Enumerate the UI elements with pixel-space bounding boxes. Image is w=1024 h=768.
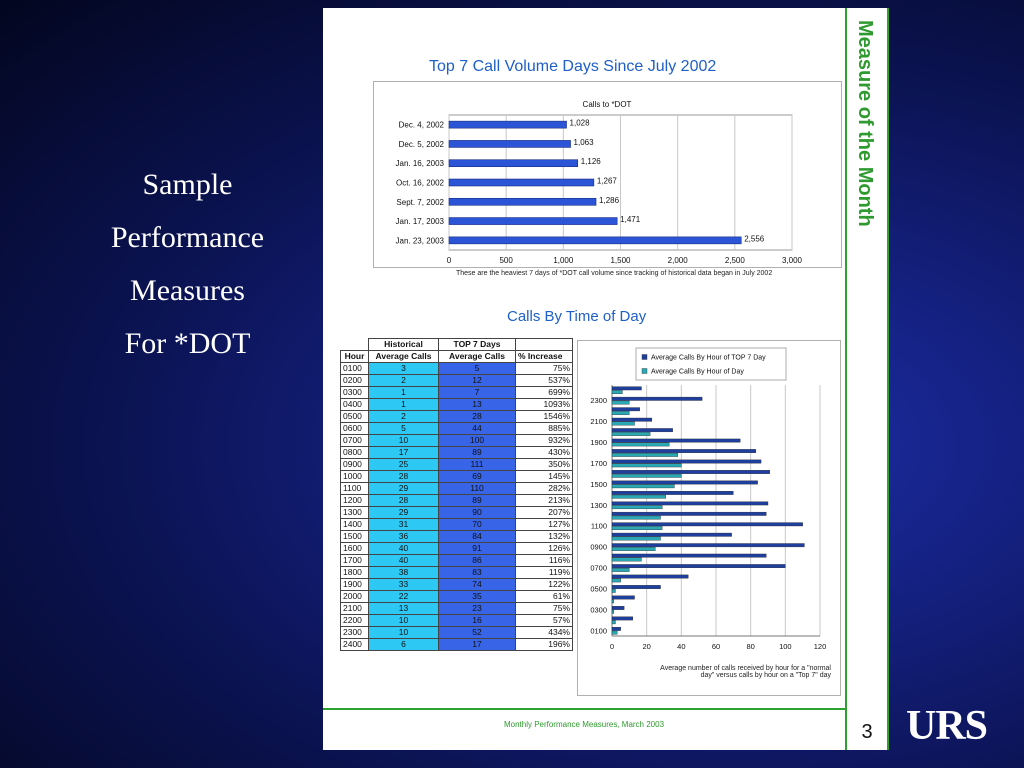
calls-by-hour-table xyxy=(340,338,573,651)
increase-cell: 885% xyxy=(516,423,573,435)
bar xyxy=(612,526,662,529)
y-tick-label: 0500 xyxy=(590,584,607,594)
table-row xyxy=(341,519,573,531)
historical-avg-cell: 22 xyxy=(369,591,439,603)
top7-avg-cell: 89 xyxy=(439,447,516,459)
top7-avg-cell: 16 xyxy=(439,615,516,627)
increase-cell: 75% xyxy=(516,363,573,375)
report-page xyxy=(323,8,889,750)
bar xyxy=(612,610,614,613)
top7-avg-cell: 90 xyxy=(439,507,516,519)
slide-title-line-2: Performance xyxy=(110,221,265,254)
increase-cell: 434% xyxy=(516,627,573,639)
x-tick-label: 60 xyxy=(711,642,721,651)
bar xyxy=(612,464,681,467)
y-tick-label: 1700 xyxy=(590,458,607,468)
chart-legend xyxy=(636,348,786,380)
bar xyxy=(449,121,567,128)
x-tick-label: 20 xyxy=(642,642,651,651)
slide-title-line-3: Measures xyxy=(130,274,245,307)
table-row xyxy=(341,639,573,651)
increase-cell: 282% xyxy=(516,483,573,495)
x-tick-label: 80 xyxy=(746,642,755,651)
historical-avg-cell: 1 xyxy=(369,399,439,411)
top7-avg-cell: 44 xyxy=(439,423,516,435)
y-tick-label: Jan. 23, 2003 xyxy=(395,236,444,246)
increase-cell: 1093% xyxy=(516,399,573,411)
bar xyxy=(612,568,629,571)
bar xyxy=(449,160,578,167)
x-tick-label: 1,000 xyxy=(553,256,574,265)
time-of-day-bar-chart xyxy=(578,341,840,695)
bar xyxy=(449,218,617,225)
bar xyxy=(612,453,678,456)
footer-divider xyxy=(323,708,845,710)
top7-avg-cell: 111 xyxy=(439,459,516,471)
bar xyxy=(612,485,674,488)
top7-avg-cell: 69 xyxy=(439,471,516,483)
historical-avg-cell: 3 xyxy=(369,363,439,375)
slide-title-line-4: For *DOT xyxy=(124,327,251,360)
hour-cell: 1300 xyxy=(341,507,369,519)
data-label: 1,063 xyxy=(573,137,594,147)
historical-avg-cell: 36 xyxy=(369,531,439,543)
top7-section-title: Top 7 Call Volume Days Since July 2002 xyxy=(429,58,717,75)
historical-avg-cell: 33 xyxy=(369,579,439,591)
historical-avg-cell: 17 xyxy=(369,447,439,459)
bar xyxy=(612,627,621,630)
time-of-day-caption xyxy=(629,665,831,679)
y-tick-label: Oct. 16, 2002 xyxy=(395,178,444,188)
historical-avg-cell: 2 xyxy=(369,411,439,423)
increase-cell: 57% xyxy=(516,615,573,627)
historical-avg-cell: 40 xyxy=(369,555,439,567)
table-corner-cell xyxy=(341,339,369,351)
table-row xyxy=(341,399,573,411)
hour-cell: 1200 xyxy=(341,495,369,507)
bar xyxy=(612,575,688,578)
x-tick-label: 3,000 xyxy=(781,256,803,265)
table-row xyxy=(341,507,573,519)
side-band xyxy=(845,8,889,750)
historical-avg-cell: 28 xyxy=(369,495,439,507)
historical-avg-cell: 38 xyxy=(369,567,439,579)
table-row xyxy=(341,387,573,399)
data-label: 2,556 xyxy=(744,234,765,244)
x-tick-label: 2,000 xyxy=(667,256,688,265)
table-row xyxy=(341,483,573,495)
chart-title: Calls to *DOT xyxy=(582,100,632,109)
increase-cell: 119% xyxy=(516,567,573,579)
x-tick-label: 40 xyxy=(677,642,686,651)
top7-avg-cell: 74 xyxy=(439,579,516,591)
top7-avg-cell: 23 xyxy=(439,603,516,615)
table-row xyxy=(341,411,573,423)
top7-avg-cell: 91 xyxy=(439,543,516,555)
x-tick-label: 100 xyxy=(779,642,792,651)
bar xyxy=(612,443,669,446)
data-label: 1,286 xyxy=(599,195,620,205)
increase-cell: 1546% xyxy=(516,411,573,423)
slide-title-line-1: Sample xyxy=(142,168,233,201)
bar xyxy=(449,179,594,186)
hour-cell: 0700 xyxy=(341,435,369,447)
historical-avg-cell: 13 xyxy=(369,603,439,615)
y-tick-label: 0300 xyxy=(590,605,607,615)
increase-cell: 537% xyxy=(516,375,573,387)
hour-cell: 2200 xyxy=(341,615,369,627)
increase-cell: 932% xyxy=(516,435,573,447)
bar xyxy=(612,460,761,463)
bar xyxy=(612,596,635,599)
bar xyxy=(612,470,770,473)
hour-cell: 1800 xyxy=(341,567,369,579)
table-row xyxy=(341,375,573,387)
x-tick-label: 120 xyxy=(813,642,827,651)
bar xyxy=(612,439,740,442)
bar xyxy=(612,617,633,620)
increase-cell: 75% xyxy=(516,603,573,615)
increase-cell: 196% xyxy=(516,639,573,651)
historical-avg-cell: 28 xyxy=(369,471,439,483)
bar xyxy=(612,449,756,452)
historical-avg-cell: 29 xyxy=(369,507,439,519)
hour-cell: 2000 xyxy=(341,591,369,603)
hour-cell: 1100 xyxy=(341,483,369,495)
hour-cell: 0200 xyxy=(341,375,369,387)
increase-cell: 350% xyxy=(516,459,573,471)
historical-avg-cell: 10 xyxy=(369,615,439,627)
hour-cell: 0600 xyxy=(341,423,369,435)
table-group-historical: Historical xyxy=(369,339,439,351)
bar xyxy=(612,491,733,494)
table-row xyxy=(341,627,573,639)
hour-cell: 0300 xyxy=(341,387,369,399)
table-row xyxy=(341,615,573,627)
bar xyxy=(612,631,617,634)
bar xyxy=(612,558,641,561)
table-row xyxy=(341,543,573,555)
bar xyxy=(612,606,624,609)
table-row xyxy=(341,363,573,375)
bar xyxy=(612,544,804,547)
top7-bar-chart xyxy=(374,82,841,267)
urs-logo: URS xyxy=(906,703,988,749)
bar xyxy=(612,512,766,515)
top7-avg-cell: 7 xyxy=(439,387,516,399)
column-header-hour: Hour xyxy=(341,351,369,363)
table-header-row xyxy=(341,351,573,363)
time-of-day-caption-line-2: day" versus calls by hour on a "Top 7" day xyxy=(700,672,831,679)
table-row xyxy=(341,591,573,603)
bar xyxy=(612,554,766,557)
top7-avg-cell: 100 xyxy=(439,435,516,447)
y-tick-label: Jan. 16, 2003 xyxy=(395,159,444,169)
bar xyxy=(612,547,655,550)
data-label: 1,028 xyxy=(569,118,590,128)
top7-avg-cell: 83 xyxy=(439,567,516,579)
y-tick-label: 1300 xyxy=(590,500,607,510)
bar xyxy=(612,481,758,484)
bar xyxy=(612,600,614,603)
vertical-title: Measure of the Month xyxy=(854,20,876,227)
bar xyxy=(612,537,661,540)
historical-avg-cell: 25 xyxy=(369,459,439,471)
column-header-increase: % Increase xyxy=(516,351,573,363)
y-tick-label: 1500 xyxy=(590,479,607,489)
table-row xyxy=(341,531,573,543)
table-group-top7: TOP 7 Days xyxy=(439,339,516,351)
table-row xyxy=(341,555,573,567)
table-row xyxy=(341,471,573,483)
historical-avg-cell: 40 xyxy=(369,543,439,555)
top7-avg-cell: 5 xyxy=(439,363,516,375)
x-tick-label: 2,500 xyxy=(724,256,745,265)
y-tick-label: Jan. 17, 2003 xyxy=(395,217,444,227)
top7-avg-cell: 86 xyxy=(439,555,516,567)
bar xyxy=(612,589,615,592)
bar xyxy=(612,387,641,390)
historical-avg-cell: 10 xyxy=(369,627,439,639)
hour-cell: 2400 xyxy=(341,639,369,651)
data-label: 1,267 xyxy=(596,176,617,186)
bar xyxy=(449,198,596,205)
increase-cell: 207% xyxy=(516,507,573,519)
hour-cell: 0400 xyxy=(341,399,369,411)
table-group-blank xyxy=(516,339,573,351)
historical-avg-cell: 10 xyxy=(369,435,439,447)
y-tick-label: Dec. 5, 2002 xyxy=(398,139,444,149)
top7-avg-cell: 52 xyxy=(439,627,516,639)
legend-label: Average Calls By Hour of Day xyxy=(651,368,744,376)
table-row xyxy=(341,447,573,459)
hour-cell: 2300 xyxy=(341,627,369,639)
historical-avg-cell: 2 xyxy=(369,375,439,387)
table-row xyxy=(341,423,573,435)
increase-cell: 213% xyxy=(516,495,573,507)
bar xyxy=(612,516,661,519)
legend-swatch xyxy=(642,369,647,374)
y-tick-label: Sept. 7, 2002 xyxy=(396,197,444,207)
bar xyxy=(612,523,803,526)
y-tick-label: 1900 xyxy=(590,438,607,448)
top7-avg-cell: 17 xyxy=(439,639,516,651)
data-label: 1,126 xyxy=(580,157,601,167)
historical-avg-cell: 31 xyxy=(369,519,439,531)
historical-avg-cell: 6 xyxy=(369,639,439,651)
bar xyxy=(612,579,621,582)
top7-avg-cell: 13 xyxy=(439,399,516,411)
bar xyxy=(449,140,571,147)
bar xyxy=(612,621,615,624)
x-tick-label: 0 xyxy=(446,256,452,265)
column-header-top7-avg: Average Calls xyxy=(439,351,516,363)
historical-avg-cell: 1 xyxy=(369,387,439,399)
bar xyxy=(612,505,662,508)
bar xyxy=(612,495,666,498)
y-tick-label: 1100 xyxy=(590,521,607,531)
historical-avg-cell: 29 xyxy=(369,483,439,495)
top7-avg-cell: 28 xyxy=(439,411,516,423)
bar xyxy=(612,474,681,477)
hour-cell: 1400 xyxy=(341,519,369,531)
bar xyxy=(612,401,629,404)
table-row xyxy=(341,495,573,507)
top7-avg-cell: 35 xyxy=(439,591,516,603)
bar xyxy=(612,428,673,431)
legend-swatch xyxy=(642,355,647,360)
time-of-day-chart-panel xyxy=(577,340,841,696)
y-tick-label: 2100 xyxy=(590,417,607,427)
bar xyxy=(612,390,622,393)
y-tick-label: 0700 xyxy=(590,563,607,573)
hour-cell: 0100 xyxy=(341,363,369,375)
bar xyxy=(612,585,661,588)
data-label: 1,471 xyxy=(620,215,641,225)
hour-cell: 2100 xyxy=(341,603,369,615)
bar xyxy=(612,564,785,567)
bar xyxy=(449,237,741,244)
increase-cell: 699% xyxy=(516,387,573,399)
hour-cell: 1600 xyxy=(341,543,369,555)
table-row xyxy=(341,603,573,615)
top7-avg-cell: 12 xyxy=(439,375,516,387)
hour-cell: 1700 xyxy=(341,555,369,567)
increase-cell: 122% xyxy=(516,579,573,591)
bar xyxy=(612,432,650,435)
bar xyxy=(612,422,635,425)
table-row xyxy=(341,435,573,447)
bar xyxy=(612,397,702,400)
y-tick-label: Dec. 4, 2002 xyxy=(398,120,444,130)
historical-avg-cell: 5 xyxy=(369,423,439,435)
hour-cell: 1900 xyxy=(341,579,369,591)
table-group-header-row xyxy=(341,339,573,351)
hour-cell: 0900 xyxy=(341,459,369,471)
hour-cell: 1500 xyxy=(341,531,369,543)
table-row xyxy=(341,579,573,591)
hour-cell: 1000 xyxy=(341,471,369,483)
legend-label: Average Calls By Hour of TOP 7 Day xyxy=(651,354,766,362)
x-tick-label: 1,500 xyxy=(610,256,631,265)
top7-avg-cell: 70 xyxy=(439,519,516,531)
hour-cell: 0800 xyxy=(341,447,369,459)
page-footer: Monthly Performance Measures, March 2003 xyxy=(503,720,665,729)
bar xyxy=(612,408,640,411)
increase-cell: 126% xyxy=(516,543,573,555)
top7-avg-cell: 110 xyxy=(439,483,516,495)
increase-cell: 430% xyxy=(516,447,573,459)
x-tick-label: 0 xyxy=(609,642,615,651)
top7-avg-cell: 84 xyxy=(439,531,516,543)
slide-title xyxy=(85,158,290,370)
y-tick-label: 2300 xyxy=(590,396,607,406)
y-tick-label: 0900 xyxy=(590,542,607,552)
bar xyxy=(612,411,629,414)
bar xyxy=(612,533,732,536)
top7-chart-panel xyxy=(373,81,842,268)
top7-caption: These are the heaviest 7 days of *DOT call volume since tracking of historical data began in July 2002 xyxy=(456,270,773,277)
increase-cell: 127% xyxy=(516,519,573,531)
bar xyxy=(612,502,768,505)
table-row xyxy=(341,459,573,471)
increase-cell: 61% xyxy=(516,591,573,603)
bar xyxy=(612,418,652,421)
top7-avg-cell: 89 xyxy=(439,495,516,507)
increase-cell: 132% xyxy=(516,531,573,543)
x-tick-label: 500 xyxy=(499,256,513,265)
increase-cell: 116% xyxy=(516,555,573,567)
time-of-day-caption-line-1: Average number of calls received by hour for a "normal xyxy=(660,665,831,672)
y-tick-label: 0100 xyxy=(590,626,607,636)
page-number: 3 xyxy=(861,721,873,743)
column-header-historical-avg: Average Calls xyxy=(369,351,439,363)
hour-cell: 0500 xyxy=(341,411,369,423)
time-of-day-section-title: Calls By Time of Day xyxy=(507,308,647,325)
increase-cell: 145% xyxy=(516,471,573,483)
table-row xyxy=(341,567,573,579)
